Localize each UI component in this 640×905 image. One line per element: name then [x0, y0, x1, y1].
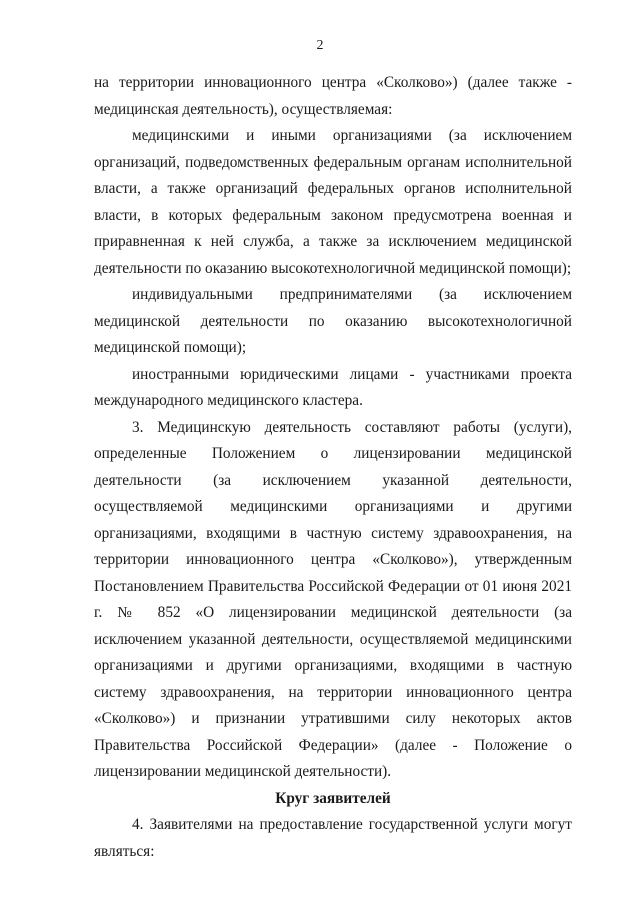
- document-body: [94, 70, 572, 865]
- paragraph-medical-organizations: медицинскими и иными организациями (за исключением организаций, подведомственных федеральным органам исполнительной власти, а также организаций федеральных органов исполнительной власти, в которых федеральным законом предусмотрена военная и приравненная к ней служба, а также за исключением медицинской деятельности по оказанию высокотехнологичной медицинской помощи);: [94, 127, 572, 277]
- page-number: 2: [316, 38, 324, 53]
- paragraph-continuation: на территории инновационного центра «Сколково») (далее также - медицинская деятельность), осуществляемая:: [94, 74, 572, 118]
- paragraph-individual-entrepreneurs: индивидуальными предпринимателями (за исключением медицинской деятельности по оказанию высокотехнологичной медицинской помощи);: [94, 286, 572, 356]
- paragraph-foreign-legal-entities: иностранными юридическими лицами - участниками проекта международного медицинского кластера.: [94, 365, 572, 409]
- paragraph-clause-4: 4. Заявителями на предоставление государственной услуги могут являться:: [94, 816, 572, 860]
- section-heading-applicants: Круг заявителей: [275, 789, 391, 807]
- paragraph-clause-3: 3. Медицинскую деятельность составляют работы (услуги), определенные Положением о лицензировании медицинской деятельности (за исключением указанной деятельности, осуществляемой медицинскими организациями и другими организациями, входящими в частную систему здравоохранения, на территории инновационного центра «Сколково»), утвержденным Постановлением Правительства Российской Федерации от 01 июня 2021 г. № 852 «О лицензировании медицинской деятельности (за исключением указанной деятельности, осуществляемой медицинскими организациями и другими организациями, входящими в частную систему здравоохранения, на территории инновационного центра «Сколково») и признании утратившими силу некоторых актов Правительства Российской Федерации» (далее - Положение о лицензировании медицинской деятельности).: [94, 418, 572, 780]
